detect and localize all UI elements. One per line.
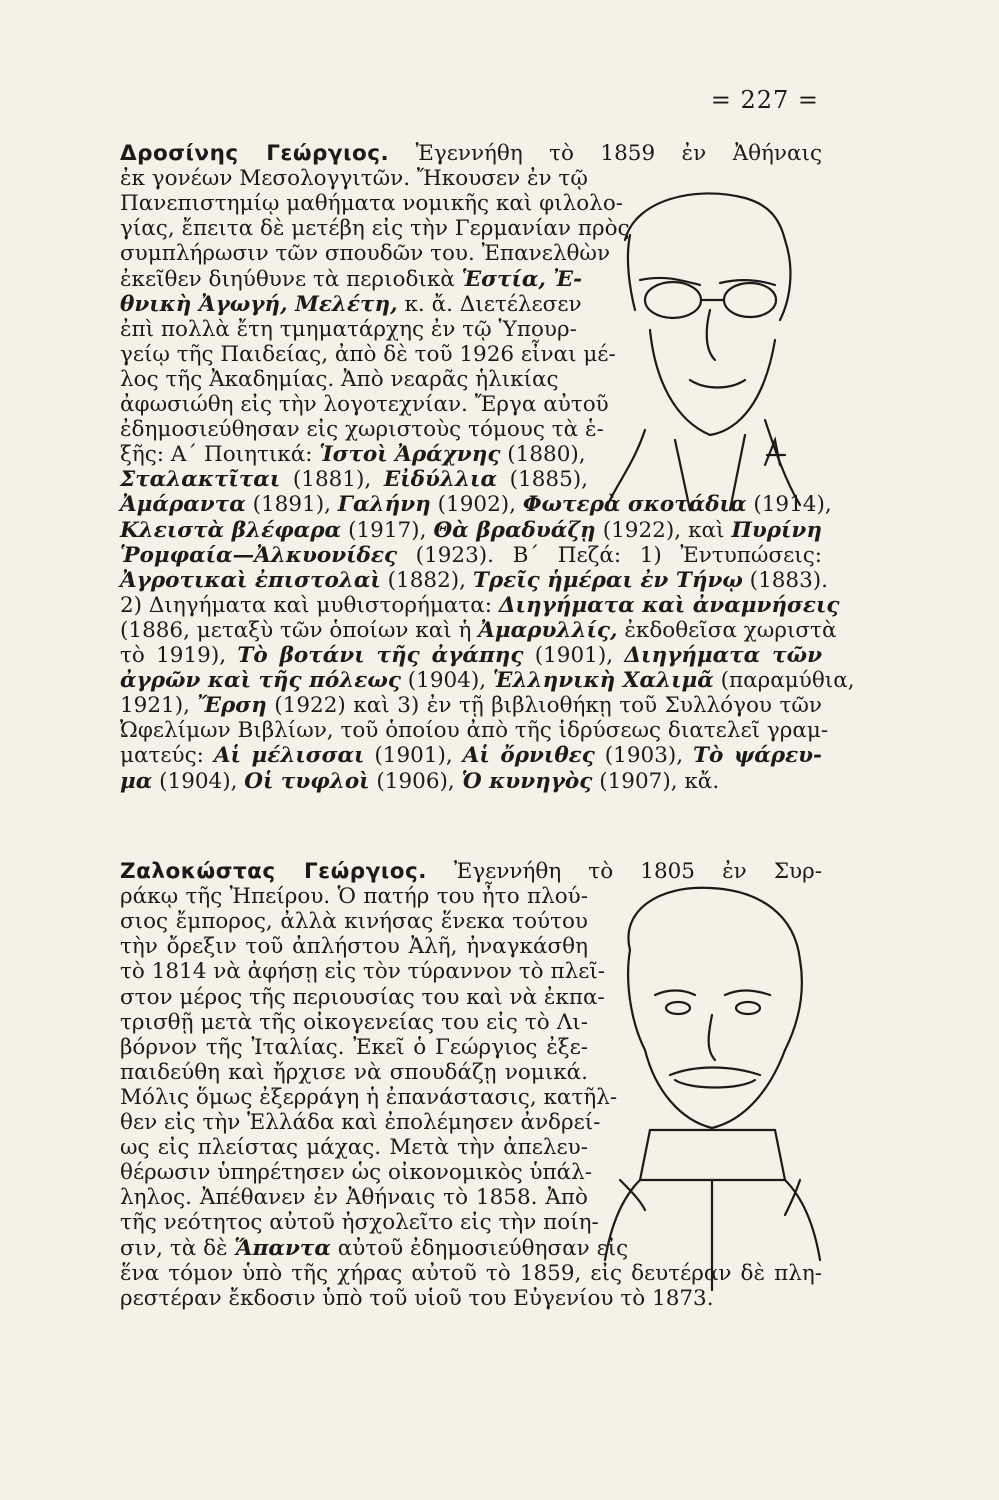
text-run: τὸ 1814 νὰ ἀφήσῃ εἰς τὸν τύραννον τὸ πλεῖ- [120, 959, 606, 985]
text-run: ληλος. Ἀπέθανεν ἐν Ἀθήναις τὸ 1858. Ἀπὸ [120, 1185, 588, 1211]
text-run: (1904), [400, 668, 493, 694]
text-run: τῆς νεότητος αὐτοῦ ἠσχολεῖτο εἰς τὴν ποίη- [120, 1210, 599, 1236]
drosinis-line [120, 768, 822, 794]
text-run: τρισθῇ μετὰ τῆς οἰκογενείας του εἰς τὸ Λι- [120, 1009, 588, 1035]
text-run: (1922), καὶ [595, 517, 732, 543]
drosinis-line [120, 216, 630, 242]
zalokostas-line [120, 959, 606, 985]
text-run: (1907), κἄ. [592, 768, 720, 794]
work-title: Εἰδύλλια [383, 467, 498, 493]
text-run: ματεύς: [120, 743, 214, 769]
text-run: Μόλις ὅμως ἐξερράγη ἡ ἐπανάστασις, κατῆλ- [120, 1084, 618, 1110]
zalokostas-line [120, 936, 588, 958]
text-run: (1904), [152, 768, 245, 794]
text-run: (1880), [500, 442, 586, 468]
work-title: Πυρίνη [731, 517, 822, 543]
text-run: αὐτοῦ ἐδημοσιεύθησαν εἰς [330, 1235, 629, 1261]
work-title: Τρεῖς ἡμέραι ἐν Τήνῳ [472, 567, 743, 593]
text-run: ἐδημοσιεύθησαν εἰς χωριστοὺς τόμους τὰ ἑ- [120, 417, 604, 443]
text-run: (1923). Β΄ Πεζά: 1) Ἐντυπώσεις: [397, 542, 822, 568]
text-run: ἐκδοθεῖσα χωριστὰ [617, 617, 837, 643]
text-run: (1914), [746, 492, 832, 518]
work-title: Ἑστία, Ἐ- [461, 266, 583, 292]
text-run: σιος ἔμπορος, ἀλλὰ κινήσας ἕνεκα τούτου [120, 909, 588, 935]
work-title: Αἱ ὄρνιθες [462, 743, 595, 769]
drosinis-line [120, 517, 822, 543]
work-title: Γαλήνη [337, 492, 431, 518]
drosinis-line [120, 366, 559, 392]
drosinis-line [120, 316, 577, 342]
text-run: Πανεπιστημίῳ μαθήματα νομικῆς καὶ φιλολο- [120, 191, 624, 217]
text-run: θεν εἰς τὴν Ἑλλάδα καὶ ἐπολέμησεν ἀνδρεί- [120, 1110, 601, 1135]
text-run: λος τῆς Ἀκαδημίας. Ἀπὸ νεαρᾶς ἡλικίας [120, 366, 559, 392]
text-run: ἐκ γονέων Μεσολογγιτῶν. Ἤκουσεν ἐν τῷ [120, 166, 588, 192]
work-title: Ἀγροτικαὶ ἐπιστολαὶ [120, 567, 381, 593]
text-run: (1903), [594, 743, 694, 769]
text-run: Ἐγεννήθη τὸ 1859 ἐν Ἀθήναις [389, 141, 822, 166]
work-title: Διηγήματα τῶν [624, 643, 822, 668]
work-title: Τὸ ψάρευ- [693, 743, 822, 769]
drosinis-line [120, 617, 837, 643]
work-title: Ἅπαντα [234, 1235, 331, 1261]
drosinis-line [120, 695, 822, 717]
text-run: (1881), [280, 467, 384, 493]
text-run: ἐπὶ πολλὰ ἔτη τμηματάρχης ἐν τῷ Ὑπουρ- [120, 316, 577, 342]
text-run: ἕνα τόμον ὑπὸ τῆς χήρας αὐτοῦ τὸ 1859, εἰς δευτέραν δὲ πλη- [120, 1260, 822, 1286]
drosinis-line [120, 341, 616, 367]
text-run: κ. ἄ. Διετέλεσεν [397, 291, 582, 317]
drosinis-line [120, 469, 588, 491]
text-run: ρεστέραν ἔκδοσιν ὑπὸ τοῦ υἱοῦ του Εὐγενίου τὸ 1873. [120, 1285, 714, 1311]
text-run: παιδεύθη καὶ ἤρχισε νὰ σπουδάζῃ νομικά. [120, 1059, 588, 1085]
text-run: ως εἰς πλείστας μάχας. Μετὰ τὴν ἀπελευ- [120, 1135, 588, 1161]
drosinis-line [120, 542, 822, 568]
text-run: στον μέρος τῆς περιουσίας του καὶ νὰ ἐκπα- [120, 984, 605, 1010]
zalokostas-line [120, 1034, 588, 1060]
zalokostas-line [120, 984, 605, 1010]
zalokostas-line [120, 886, 588, 908]
work-title: Κλειστὰ βλέφαρα [120, 517, 342, 543]
text-run: τὸ 1919), [120, 643, 238, 668]
text-run: 2) Διηγήματα καὶ μυθιστορήματα: [120, 592, 499, 618]
drosinis-line [120, 567, 829, 593]
zalokostas-line [120, 1137, 588, 1159]
zalokostas-line [120, 1009, 588, 1035]
text-run: (1902), [430, 492, 523, 518]
text-run: ἀφωσιώθη εἰς τὴν λογοτεχνίαν. Ἔργα αὐτοῦ [120, 392, 609, 417]
drosinis-line [120, 718, 829, 744]
text-run: ξῆς: Α΄ Ποιητικά: [120, 442, 320, 468]
entry-name: Ζαλοκώστας Γεώργιος. [120, 859, 427, 884]
drosinis-line [120, 668, 855, 694]
text-run: γείῳ τῆς Παιδείας, ἀπὸ δὲ τοῦ 1926 εἶναι μέ- [120, 341, 616, 367]
text-run: (1886, μεταξὺ τῶν ὁποίων καὶ ἡ [120, 617, 479, 643]
drosinis-line [120, 291, 582, 317]
text-run: (1891), [245, 492, 338, 518]
zalokostas-line [120, 1160, 593, 1186]
work-title: Τὸ βοτάνι τῆς ἀγάπης [237, 643, 524, 668]
text-run: (1901), [523, 643, 625, 668]
text-run: θέρωσιν ὑπηρέτησεν ὡς οἰκονομικὸς ὑπάλ- [120, 1160, 593, 1186]
text-run: 1921), [120, 693, 198, 719]
text-run: σιν, τὰ δὲ [120, 1235, 235, 1261]
drosinis-line [120, 191, 624, 217]
zalokostas-line [120, 1110, 601, 1135]
drosinis-line [120, 745, 822, 767]
work-title: Αἱ μέλισσαι [213, 743, 365, 769]
work-title: θνικὴ Ἀγωγή, Μελέτη, [120, 291, 398, 317]
text-run: Ὠφελίμων Βιβλίων, τοῦ ὁποίου ἀπὸ τῆς ἱδρύσεως διατελεῖ γραμ- [120, 718, 829, 744]
work-title: ἀγρῶν καὶ τῆς πόλεως [120, 668, 401, 694]
text-run: βόρνον τῆς Ἰταλίας. Ἐκεῖ ὁ Γεώργιος ἐξε- [120, 1034, 588, 1060]
zalokostas-line [120, 1210, 599, 1236]
work-title: Φωτερὰ σκοτάδια [522, 492, 747, 518]
drosinis-line [120, 442, 586, 468]
text-run: τὴν ὄρεξιν τοῦ ἀπλήστου Ἀλῆ, ἠναγκάσθη [120, 934, 588, 960]
page-number: = 227 = [710, 86, 819, 114]
drosinis-line [120, 166, 588, 192]
text-run: γίας, ἔπειτα δὲ μετέβη εἰς τὴν Γερμανίαν πρὸς [120, 216, 630, 242]
text-run: συμπλήρωσιν τῶν σπουδῶν του. Ἐπανελθὼν [120, 241, 611, 267]
drosinis-line [120, 392, 609, 417]
text-run: (1882), [380, 567, 473, 593]
zalokostas-line [120, 1084, 618, 1110]
text-run: (1885), [497, 467, 588, 493]
work-title: μα [120, 768, 153, 794]
text-run: (παραμύθια, [713, 668, 855, 694]
drosinis-line [120, 241, 611, 267]
entry-name: Δροσίνης Γεώργιος. [120, 141, 390, 166]
text-run: (1901), [364, 743, 463, 769]
drosinis-line [120, 143, 822, 165]
work-title: Θὰ βραδυάζῃ [433, 517, 596, 543]
text-run: ἐκεῖθεν διηύθυνε τὰ περιοδικὰ [120, 266, 462, 292]
work-title: Ἀμάραντα [120, 492, 246, 518]
work-title: Σταλακτῖται [120, 467, 281, 493]
text-run: (1906), [369, 768, 462, 794]
drosinis-line [120, 417, 604, 443]
text-run: ράκῳ τῆς Ἠπείρου. Ὁ πατήρ του ἦτο πλού- [120, 884, 588, 910]
zalokostas-line [120, 911, 588, 933]
text-run: (1922) καὶ 3) ἐν τῇ βιβλιοθήκῃ τοῦ Συλλόγου τῶν [266, 693, 822, 719]
zalokostas-line [120, 1235, 629, 1261]
portrait-zalokostas [600, 880, 830, 1300]
zalokostas-line [120, 1187, 588, 1209]
drosinis-line [120, 645, 822, 667]
text-run: Ἐγεννήθη τὸ 1805 ἐν Συρ- [426, 859, 822, 884]
work-title: Ὁ κυνηγὸς [461, 768, 593, 794]
text-run: (1883). [742, 567, 829, 593]
text-run: (1917), [341, 517, 434, 543]
work-title: Οἱ τυφλοὶ [244, 768, 370, 794]
work-title: Ἔρση [197, 693, 267, 719]
work-title: Ῥομφαία—Ἀλκυονίδες [120, 542, 398, 568]
drosinis-line [120, 266, 583, 292]
zalokostas-line [120, 1059, 588, 1085]
drosinis-line [120, 592, 840, 618]
work-title: Ἱστοὶ Ἀράχνης [319, 442, 501, 468]
work-title: Ἑλληνικὴ Χαλιμᾶ [492, 668, 714, 694]
work-title: Ἀμαρυλλίς, [478, 617, 618, 643]
portrait-drosinis [605, 180, 820, 515]
work-title: Διηγήματα καὶ ἀναμνήσεις [498, 592, 840, 618]
